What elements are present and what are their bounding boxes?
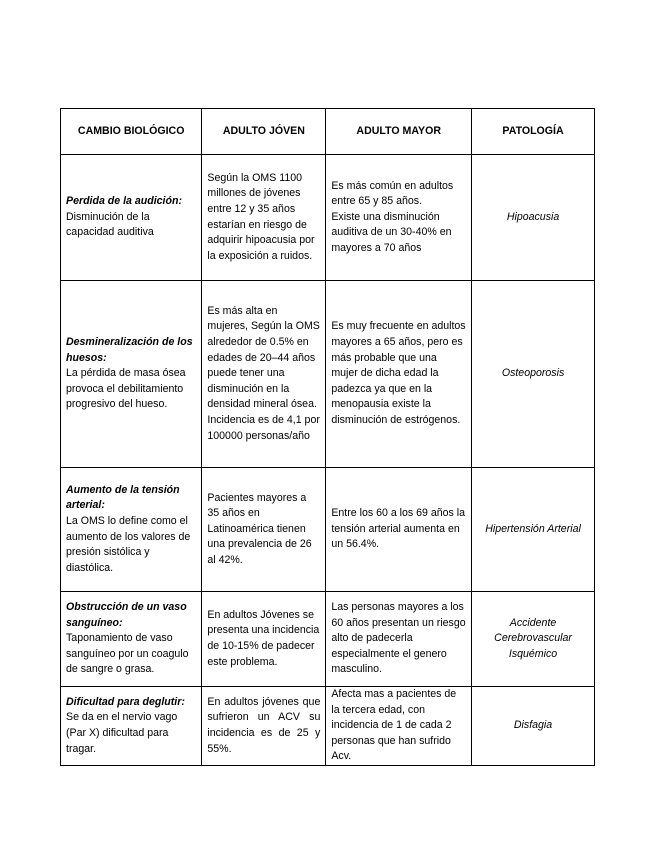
cell-adulto-joven bbox=[202, 592, 326, 687]
header-patologia: PATOLOGÍA bbox=[472, 109, 595, 155]
cell-cambio-biologico bbox=[61, 687, 202, 766]
biological-changes-table bbox=[60, 108, 595, 766]
table-row bbox=[61, 281, 595, 468]
table-row bbox=[61, 687, 595, 766]
mayor-text: Es más común en adultos entre 65 y 85 años. bbox=[331, 179, 454, 208]
mayor-text: Es muy frecuente en adultos mayores a 65 años, pero es más probable que una mujer de dicha edad la padezca ya que en la menopausia existe la disminución de estrógenos. bbox=[331, 320, 466, 426]
mayor-text: Entre los 60 a los 69 años la tensión arterial aumenta en un 56.4%. bbox=[331, 507, 466, 551]
bio-title: Desmineralización de los huesos: bbox=[66, 336, 193, 364]
cell-adulto-joven bbox=[202, 281, 326, 468]
bio-desc: La OMS lo define como el aumento de los valores de presión sistólica y diastólica. bbox=[66, 514, 191, 574]
cell-patologia: Hipertensión Arterial bbox=[472, 468, 595, 592]
cell-adulto-joven bbox=[202, 155, 326, 281]
joven-text: Es más alta en mujeres, Según la OMS alrededor de 0.5% en edades de 20–44 años puede tener una disminución en la densidad mineral ósea. bbox=[207, 304, 320, 411]
bio-title: Obstrucción de un vaso sanguíneo: bbox=[66, 601, 187, 629]
joven-text: Pacientes mayores a 35 años en Latinoamérica tienen una prevalencia de 26 al 42%. bbox=[207, 491, 312, 566]
joven-text: Según la OMS 1100 millones de jóvenes entre 12 y 35 años estarían en riesgo de adquirir hipoacusia por la exposición a ruidos. bbox=[207, 171, 315, 262]
bio-title: Dificultad para deglutir: bbox=[66, 695, 185, 708]
bio-title: Perdida de la audición: bbox=[66, 195, 182, 208]
cell-adulto-mayor bbox=[326, 687, 472, 766]
table-row bbox=[61, 468, 595, 592]
cell-cambio-biologico bbox=[61, 281, 202, 468]
cell-adulto-joven bbox=[202, 468, 326, 592]
cell-cambio-biologico bbox=[61, 155, 202, 281]
cell-cambio-biologico bbox=[61, 468, 202, 592]
mayor-text: Afecta mas a pacientes de la tercera edad, con incidencia de 1 de cada 2 personas que han sufrido Acv. bbox=[331, 688, 457, 763]
joven-text: Incidencia es de 4,1 por 100000 personas/año bbox=[207, 413, 320, 442]
mayor-text: Las personas mayores a los 60 años presentan un riesgo alto de padecerla especialmente el genero masculino. bbox=[331, 601, 466, 676]
joven-text: En adultos Jóvenes se presenta una incidencia de 10-15% de padecer este problema. bbox=[207, 608, 320, 668]
header-cambio-biologico: CAMBIO BIOLÓGICO bbox=[61, 109, 202, 155]
cell-patologia: Accidente Cerebrovascular Isquémico bbox=[472, 592, 595, 687]
cell-adulto-mayor bbox=[326, 281, 472, 468]
cell-patologia: Osteoporosis bbox=[472, 281, 595, 468]
bio-desc: Disminución de la capacidad auditiva bbox=[66, 210, 154, 239]
mayor-text: Existe una disminución auditiva de un 30-40% en mayores a 70 años bbox=[331, 210, 452, 254]
bio-desc: Taponamiento de vaso sanguíneo por un coagulo de sangre o grasa. bbox=[66, 632, 189, 676]
header-row bbox=[61, 109, 595, 155]
cell-adulto-joven bbox=[202, 687, 326, 766]
cell-adulto-mayor bbox=[326, 592, 472, 687]
header-adulto-mayor: ADULTO MAYOR bbox=[326, 109, 472, 155]
bio-desc: Se da en el nervio vago (Par X) dificultad para tragar. bbox=[66, 711, 178, 755]
cell-patologia: Hipoacusia bbox=[472, 155, 595, 281]
table-row bbox=[61, 155, 595, 281]
bio-title: Aumento de la tensión arterial: bbox=[66, 483, 180, 512]
table-row bbox=[61, 592, 595, 687]
bio-desc: La pérdida de masa ósea provoca el debilitamiento progresivo del hueso. bbox=[66, 367, 186, 411]
cell-adulto-mayor bbox=[326, 155, 472, 281]
header-adulto-joven: ADULTO JÓVEN bbox=[202, 109, 326, 155]
joven-text: En adultos jóvenes que sufrieron un ACV su incidencia es de 25 y 55%. bbox=[207, 695, 321, 755]
cell-cambio-biologico bbox=[61, 592, 202, 687]
cell-adulto-mayor bbox=[326, 468, 472, 592]
cell-patologia: Disfagia bbox=[472, 687, 595, 766]
